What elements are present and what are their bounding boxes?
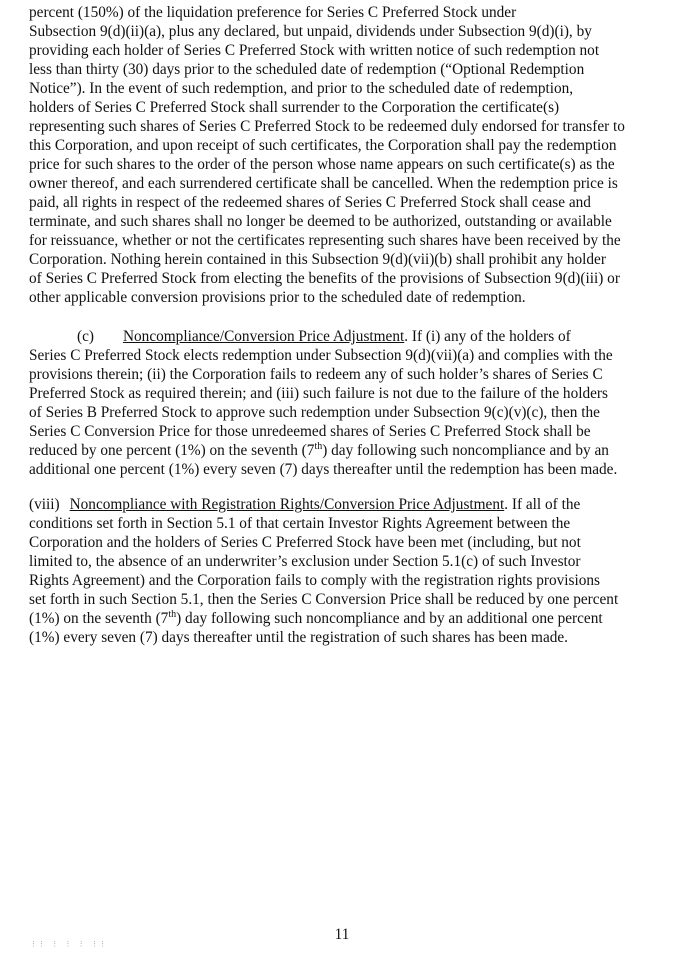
text-line: Corporation and the holders of Series C Preferred Stock have been met (including, but not (29, 534, 581, 551)
text-line: for reissuance, whether or not the certificates representing such shares have been received by the (29, 232, 621, 249)
text-line: conditions set forth in Section 5.1 of that certain Investor Rights Agreement between the (29, 515, 571, 532)
page-number: 11 (334, 926, 350, 943)
text-line: other applicable conversion provisions prior to the scheduled date of redemption. (29, 289, 526, 306)
text-line: limited to, the absence of an underwriter’s exclusion under Section 5.1(c) of such Investor (29, 553, 581, 570)
text-segment: . If all of the (504, 496, 581, 513)
text-line: this Corporation, and upon receipt of such certificates, the Corporation shall pay the redemption (29, 137, 617, 154)
text-line: price for such shares to the order of the person whose name appears on such certificate(s) as the (29, 156, 615, 173)
text-segment: ) day following such noncompliance and by an additional one percent (176, 610, 603, 627)
text-segment: . If (i) any of the holders of (404, 328, 571, 345)
section-label: (viii) (29, 496, 60, 513)
text-segment: (1%) on the seventh (7 (29, 610, 169, 627)
text-line: Subsection 9(d)(ii)(a), plus any declared, but unpaid, dividends under Subsection 9(d)(i), by (29, 23, 592, 40)
text-line: provisions therein; (ii) the Corporation fails to redeem any of such holder’s shares of Series C (29, 366, 603, 383)
text-line (29, 442, 609, 461)
text-line (29, 610, 603, 629)
section-heading: Noncompliance with Registration Rights/Conversion Price Adjustment (69, 496, 505, 513)
section-heading: Noncompliance/Conversion Price Adjustment (122, 328, 405, 345)
text-line: percent (150%) of the liquidation preference for Series C Preferred Stock under (29, 4, 517, 21)
text-line: Preferred Stock as required therein; and (iii) such failure is not due to the failure of the holders (29, 385, 608, 402)
superscript: th (168, 608, 177, 620)
text-line (29, 496, 580, 515)
text-line: owner thereof, and each surrendered certificate shall be cancelled. When the redemption price is (29, 175, 618, 192)
scan-artifact: ⋮⋮ ⋮ ⋮ ⋮ ⋮⋮ (30, 940, 107, 948)
text-line: less than thirty (30) days prior to the scheduled date of redemption (“Optional Redemption (29, 61, 585, 78)
section-label: (c) (77, 328, 94, 345)
text-line: providing each holder of Series C Preferred Stock with written notice of such redemption not (29, 42, 600, 59)
text-line: representing such shares of Series C Preferred Stock to be redeemed duly endorsed for transfer to (29, 118, 625, 135)
text-line: Series C Preferred Stock elects redemption under Subsection 9(d)(vii)(a) and complies with the (29, 347, 613, 364)
text-line: paid, all rights in respect of the redeemed shares of Series C Preferred Stock shall cease and (29, 194, 591, 211)
text-line: Notice”). In the event of such redemption, and prior to the scheduled date of redemption, (29, 80, 574, 97)
text-line: terminate, and such shares shall no longer be deemed to be authorized, outstanding or available (29, 213, 612, 230)
text-line (77, 328, 571, 347)
text-line: (1%) every seven (7) days thereafter until the registration of such shares has been made. (29, 629, 569, 646)
text-line: holders of Series C Preferred Stock shall surrender to the Corporation the certificate(s) (29, 99, 560, 116)
text-line: set forth in such Section 5.1, then the Series C Conversion Price shall be reduced by one percent (29, 591, 619, 608)
text-line: Series C Conversion Price for those unredeemed shares of Series C Preferred Stock shall be (29, 423, 591, 440)
text-line: additional one percent (1%) every seven (7) days thereafter until the redemption has been made. (29, 461, 618, 478)
text-line: Rights Agreement) and the Corporation fails to comply with the registration rights provisions (29, 572, 600, 589)
text-segment: reduced by one percent (1%) on the seventh (7 (29, 442, 315, 459)
text-segment: ) day following such noncompliance and by an (322, 442, 609, 459)
text-line: of Series B Preferred Stock to approve such redemption under Subsection 9(c)(v)(c), then the (29, 404, 600, 421)
text-line: Corporation. Nothing herein contained in this Subsection 9(d)(vii)(b) shall prohibit any holder (29, 251, 606, 268)
text-line: of Series C Preferred Stock from electing the benefits of the provisions of Subsection 9(d)(iii) or (29, 270, 620, 287)
superscript: th (314, 440, 323, 452)
